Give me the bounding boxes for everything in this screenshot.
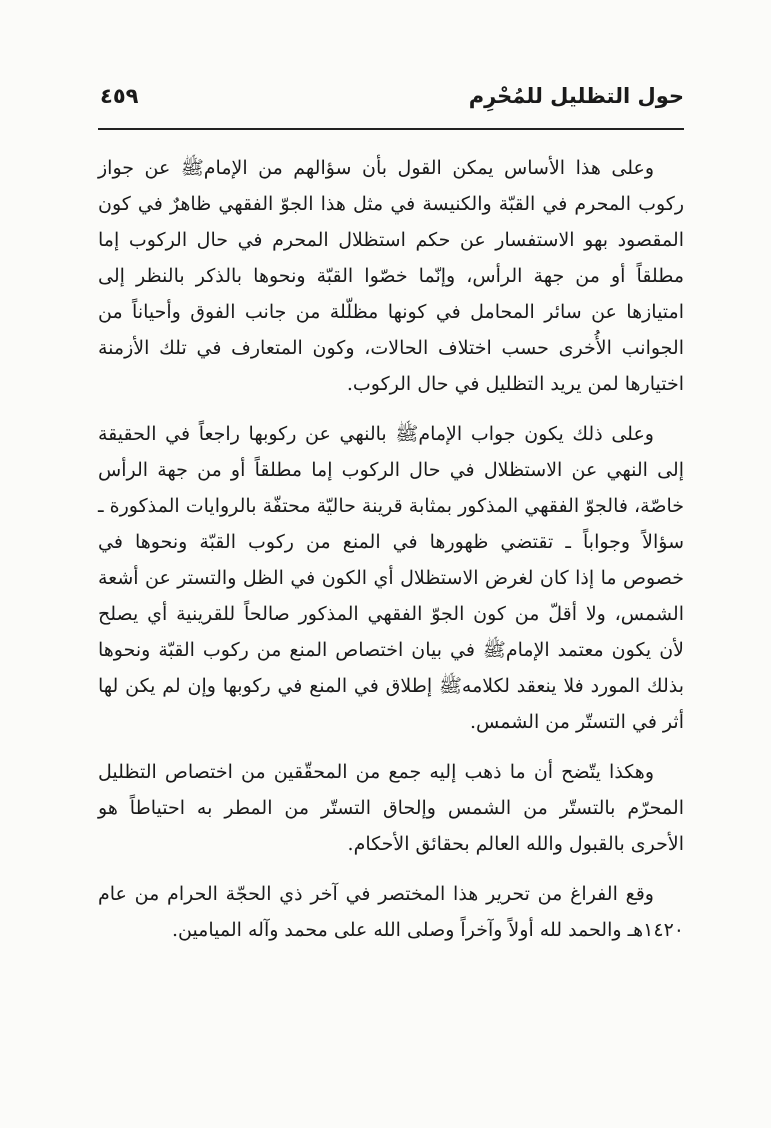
paragraph: وقع الفراغ من تحرير هذا المختصر في آخر ذي الحجّة الحرام من عام ١٤٢٠هـ والحمد لله أولاً وآخراً وصلى الله على محمد وآله الميامين. [98,883,684,941]
paragraph: وعلى هذا الأساس يمكن القول بأن سؤالهم من الإمامﷺ عن جواز ركوب المحرم في القبّة والكنيسة في مثل هذا الجوّ الفقهي ظاهرٌ في كون المقصود بهو الاستفسار عن حكم استظلال المحرم في حال الركوب إما مطلقاً أو من جهة الرأس، وإنّما خصّوا القبّة ونحوها بالذكر بالنظر إلى امتيازها عن سائر المحامل في كونها مظلّلة من جانب الفوق وأحياناً من الجوانب الأُخرى حسب اختلاف الحالات، وكون المتعارف في تلك الأزمنة اختيارها لمن يريد التظليل في حال الركوب. [98,157,684,395]
body-text [98,150,684,962]
page-header [98,80,684,124]
paragraph: وعلى ذلك يكون جواب الإمامﷺ بالنهي عن ركوبها راجعاً في الحقيقة إلى النهي عن الاستظلال في حال الركوب إما مطلقاً أو من جهة الرأس خاصّة، فالجوّ الفقهي المذكور بمثابة قرينة حاليّة محتفّة بالروايات المذكورة ـ سؤالاً وجواباً ـ تقتضي ظهورها في المنع من ركوب القبّة ونحوها في خصوص ما إذا كان لغرض الاستظلال أي الكون في الظل والتستر عن أشعة الشمس، ولا أقلّ من كون الجوّ الفقهي المذكور صالحاً للقرينية أي يصلح لأن يكون معتمد الإمامﷺ في بيان اختصاص المنع من ركوب القبّة ونحوها بذلك المورد فلا ينعقد لكلامهﷺ إطلاق في المنع في ركوبها وإن لم يكن لها أثر في التستّر من الشمس. [98,423,684,733]
running-title: حول التظليل للمُحْرِم [468,84,684,108]
header-rule [98,128,684,130]
page-number: ٤٥٩ [100,84,139,108]
paragraph: وهكذا يتّضح أن ما ذهب إليه جمع من المحقّقين من اختصاص التظليل المحرّم بالتستّر من الشمس وإلحاق التستّر من المطر به احتياطاً هو الأحرى بالقبول والله العالم بحقائق الأحكام. [98,761,684,855]
